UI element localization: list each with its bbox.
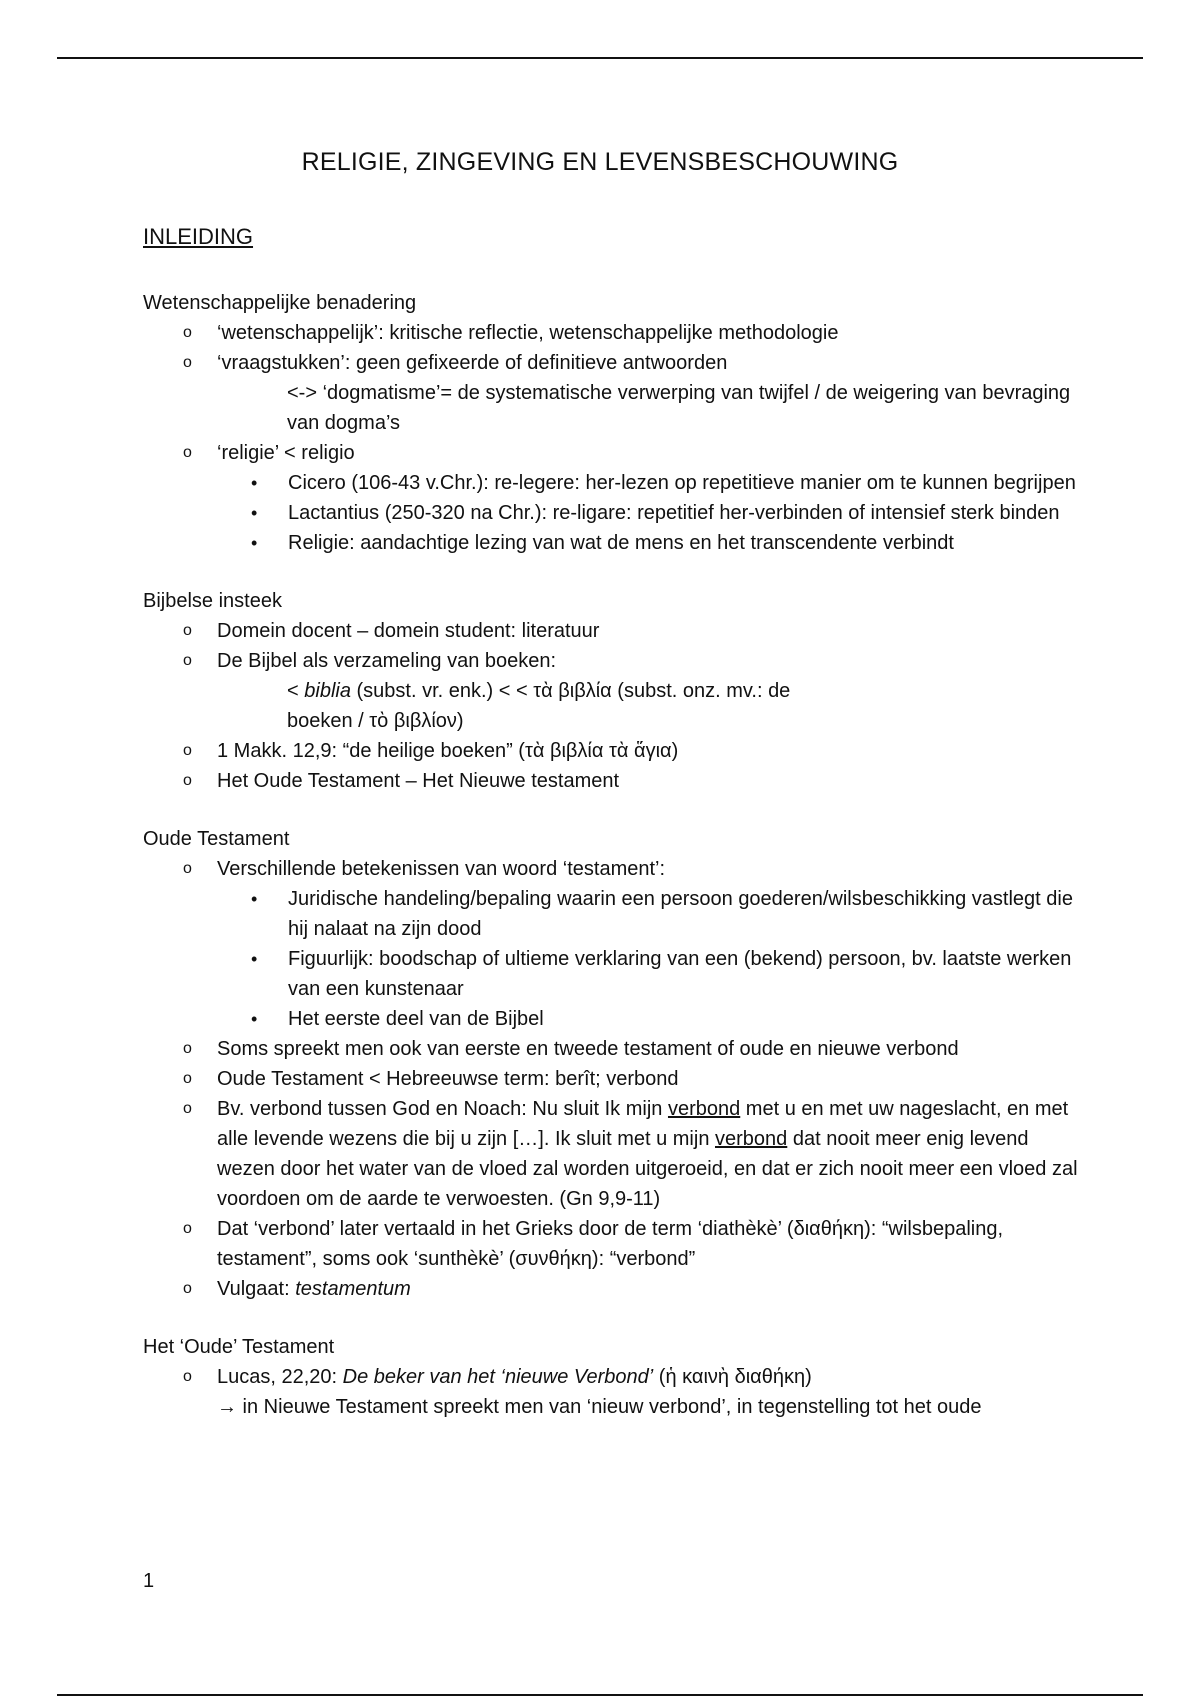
circle-bullet-icon: o bbox=[183, 1100, 192, 1117]
bottom-rule bbox=[57, 1694, 1143, 1696]
list-item: o ‘vraagstukken’: geen gefixeerde of definitieve antwoorden bbox=[143, 348, 1083, 378]
sub-list-item: • Het eerste deel van de Bijbel bbox=[143, 1004, 1083, 1034]
sub-list-item: • Religie: aandachtige lezing van wat de mens en het transcendente verbindt bbox=[143, 528, 1083, 558]
bullet-icon: • bbox=[251, 889, 258, 909]
circle-bullet-icon: o bbox=[183, 742, 192, 759]
circle-bullet-icon: o bbox=[183, 860, 192, 877]
list-item: o Domein docent – domein student: literatuur bbox=[143, 616, 1083, 646]
circle-bullet-icon: o bbox=[183, 772, 192, 789]
sub-list-item: • Cicero (106-43 v.Chr.): re-legere: her-lezen op repetitieve manier om te kunnen begrijpen bbox=[143, 468, 1083, 498]
page-number: 1 bbox=[143, 1570, 155, 1592]
bullet-icon: • bbox=[251, 949, 258, 969]
section-heading: INLEIDING bbox=[143, 224, 254, 249]
section-title: Oude Testament bbox=[143, 828, 290, 850]
circle-bullet-icon: o bbox=[183, 1280, 192, 1297]
bullet-icon: • bbox=[251, 1009, 258, 1029]
list-item: o Het Oude Testament – Het Nieuwe testament bbox=[143, 766, 1083, 796]
document-title: RELIGIE, ZINGEVING EN LEVENSBESCHOUWING bbox=[301, 148, 899, 176]
section-title: Het ‘Oude’ Testament bbox=[143, 1336, 335, 1358]
circle-bullet-icon: o bbox=[183, 1040, 192, 1057]
document-body bbox=[143, 222, 1083, 1450]
section-title: Wetenschappelijke benadering bbox=[143, 292, 417, 314]
sub-list-item: • Figuurlijk: boodschap of ultieme verklaring van een (bekend) persoon, bv. laatste werken van een kunstenaar bbox=[143, 944, 1083, 1004]
list-item: o Verschillende betekenissen van woord ‘testament’: bbox=[143, 854, 1083, 884]
circle-bullet-icon: o bbox=[183, 652, 192, 669]
section-bijbelse-insteek bbox=[143, 586, 1083, 796]
list-item: o Vulgaat: testamentum bbox=[143, 1274, 1083, 1304]
circle-bullet-icon: o bbox=[183, 1220, 192, 1237]
section-title: Bijbelse insteek bbox=[143, 590, 282, 612]
list-note: < biblia (subst. vr. enk.) < < τὰ βιβλία (subst. onz. mv.: de boeken / τὸ βιβλίον) bbox=[287, 680, 791, 732]
list-item: o Oude Testament < Hebreeuwse term: berît; verbond bbox=[143, 1064, 1083, 1094]
bullet-icon: • bbox=[251, 503, 258, 523]
bullet-icon: • bbox=[251, 533, 258, 553]
list-item: o De Bijbel als verzameling van boeken: bbox=[143, 646, 1083, 676]
circle-bullet-icon: o bbox=[183, 1070, 192, 1087]
circle-bullet-icon: o bbox=[183, 444, 192, 461]
list-note: → in Nieuwe Testament spreekt men van ‘nieuw verbond’, in tegenstelling tot het oude bbox=[217, 1396, 982, 1418]
sub-list-item: • Juridische handeling/bepaling waarin een persoon goederen/wilsbeschikking vastlegt die hij nalaat na zijn dood bbox=[143, 884, 1083, 944]
top-rule bbox=[57, 57, 1143, 59]
circle-bullet-icon: o bbox=[183, 354, 192, 371]
list-item: o Dat ‘verbond’ later vertaald in het Grieks door de term ‘diathèkè’ (διαθήκη): “wilsbepaling, testament”, soms ook ‘sunthèkè’ (συνθήκη): “verbond” bbox=[143, 1214, 1083, 1274]
section-wetenschappelijke-benadering bbox=[143, 288, 1083, 558]
section-oude-testament bbox=[143, 824, 1083, 1304]
bullet-icon: • bbox=[251, 473, 258, 493]
sub-list-item: • Lactantius (250-320 na Chr.): re-ligare: repetitief her-verbinden of intensief sterk binden bbox=[143, 498, 1083, 528]
circle-bullet-icon: o bbox=[183, 324, 192, 341]
list-item: o Lucas, 22,20: De beker van het ‘nieuwe Verbond’ (ἡ καινὴ διαθήκη) bbox=[143, 1362, 1083, 1392]
list-item: o Soms spreekt men ook van eerste en tweede testament of oude en nieuwe verbond bbox=[143, 1034, 1083, 1064]
list-item: o Bv. verbond tussen God en Noach: Nu sluit Ik mijn verbond met u en met uw nageslacht, en met alle levende wezens die bij u zijn […]. Ik sluit met u mijn verbond dat nooit meer enig levend wezen door het water van de vloed zal worden uitgeroeid, en dat er zich nooit meer een vloed zal voordoen om de aarde te verwoesten. (Gn 9,9-11) bbox=[143, 1094, 1083, 1214]
list-item: o ‘religie’ < religio bbox=[143, 438, 1083, 468]
list-note: <-> ‘dogmatisme’= de systematische verwerping van twijfel / de weigering van bevraging van dogma’s bbox=[287, 382, 1071, 434]
list-item: o 1 Makk. 12,9: “de heilige boeken” (τὰ βιβλία τὰ ἅγια) bbox=[143, 736, 1083, 766]
list-item: o ‘wetenschappelijk’: kritische reflectie, wetenschappelijke methodologie bbox=[143, 318, 1083, 348]
circle-bullet-icon: o bbox=[183, 622, 192, 639]
section-het-oude-testament bbox=[143, 1332, 1083, 1422]
circle-bullet-icon: o bbox=[183, 1368, 192, 1385]
